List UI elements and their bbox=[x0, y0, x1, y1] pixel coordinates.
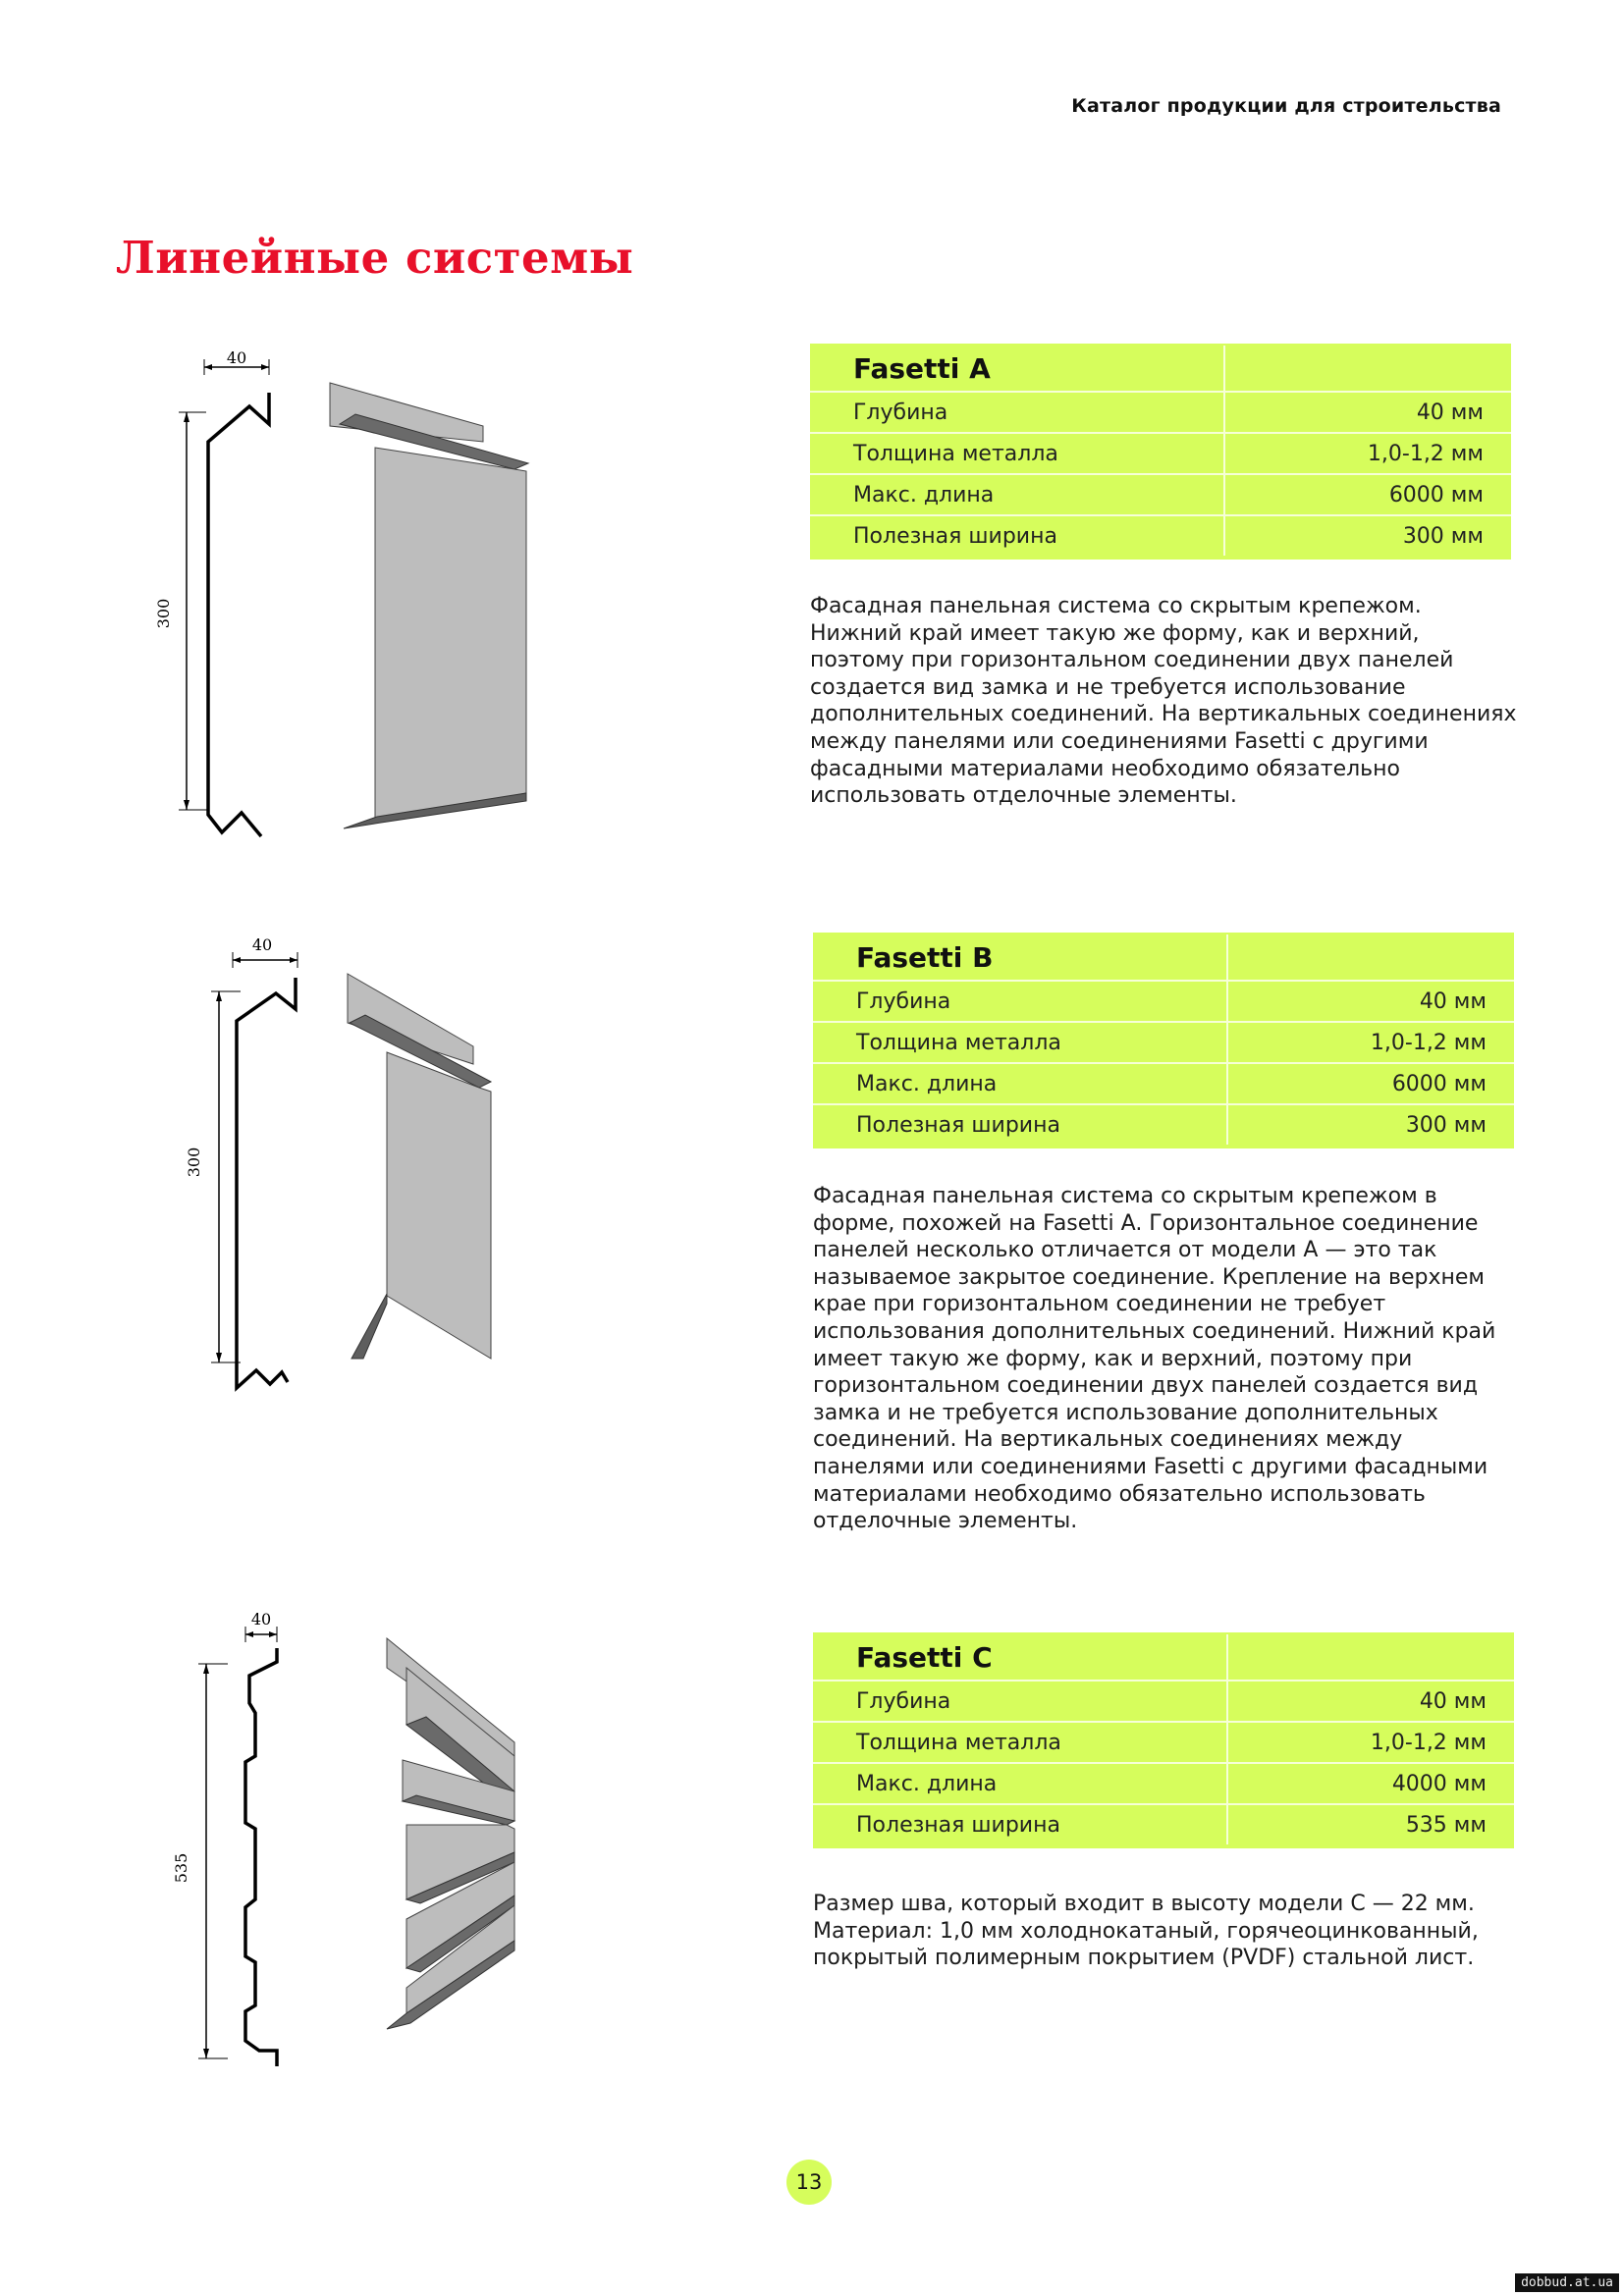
spec-value: 300 мм bbox=[1405, 1112, 1487, 1138]
spec-row bbox=[813, 982, 1514, 1023]
spec-value: 300 мм bbox=[1402, 523, 1484, 549]
watermark: dobbud.at.ua bbox=[1515, 2273, 1619, 2292]
fasetti-a-spec-table bbox=[810, 344, 1511, 560]
spec-row bbox=[813, 1023, 1514, 1064]
spec-value: 40 мм bbox=[1416, 400, 1484, 425]
spec-row bbox=[810, 516, 1511, 556]
spec-row bbox=[810, 393, 1511, 434]
spec-label: Глубина bbox=[810, 393, 1225, 432]
fasetti-b-profile-drawing bbox=[182, 931, 309, 1406]
spec-label: Макс. длина bbox=[813, 1764, 1228, 1803]
spec-row bbox=[813, 1682, 1514, 1723]
fasetti-c-dim-top: 40 bbox=[250, 1610, 272, 1629]
spec-label: Глубина bbox=[813, 1682, 1228, 1721]
spec-row bbox=[813, 1105, 1514, 1145]
spec-header-row bbox=[813, 1634, 1514, 1682]
spec-label: Полезная ширина bbox=[813, 1105, 1228, 1145]
spec-label: Глубина bbox=[813, 982, 1228, 1021]
spec-header-row bbox=[810, 346, 1511, 393]
fasetti-c-profile-drawing bbox=[167, 1605, 295, 2080]
spec-label: Полезная ширина bbox=[810, 516, 1225, 556]
spec-label: Толщина металла bbox=[813, 1023, 1228, 1062]
fasetti-a-name: Fasetti A bbox=[810, 346, 1225, 391]
spec-row bbox=[813, 1064, 1514, 1105]
spec-label: Толщина металла bbox=[813, 1723, 1228, 1762]
spec-label: Толщина металла bbox=[810, 434, 1225, 473]
fasetti-b-dim-top: 40 bbox=[251, 935, 273, 954]
fasetti-b-description: Фасадная панельная система со скрытым крепежом в форме, похожей на Fasetti A. Горизонтальное соединение панелей несколько отличается от модели А — это так называемое закрытое соединение. Крепление на верхнем крае при горизонтальном соединении не требует использования дополнительных соединений. Нижний край имеет такую же форму, как и верхний, поэтому при горизонтальном соединении двух панелей создается вид замка и не требуется использование дополнительных соединений. На вертикальных соединениях между панелями или соединениями Fasetti с другими фасадными материалами необходимо обязательно использовать отделочные элементы. bbox=[813, 1184, 1496, 1534]
fasetti-b-dim-height: 300 bbox=[185, 1147, 203, 1178]
spec-row bbox=[813, 1764, 1514, 1805]
fasetti-c-description: Размер шва, который входит в высоту модели С — 22 мм. Материал: 1,0 мм холоднокатаный, горячеоцинкованный, покрытый полимерным покрытием (PVDF) стальной лист. bbox=[813, 1892, 1479, 1971]
fasetti-a-profile-drawing bbox=[147, 344, 275, 848]
spec-value: 6000 мм bbox=[1391, 1071, 1487, 1096]
fasetti-b-spec-table bbox=[813, 933, 1514, 1148]
spec-header-row bbox=[813, 934, 1514, 982]
fasetti-a-dim-height: 300 bbox=[154, 598, 173, 629]
page-title: Линейные системы bbox=[116, 232, 634, 284]
spec-value: 1,0-1,2 мм bbox=[1370, 1730, 1487, 1755]
catalog-header: Каталог продукции для строительства bbox=[1071, 95, 1501, 117]
fasetti-a-description: Фасадная панельная система со скрытым крепежом. Нижний край имеет такую же форму, как и верхний, поэтому при горизонтальном соединении двух панелей создается вид замка и не требуется использование дополнительных соединений. На вертикальных соединениях между панелями или соединениями Fasetti с другими фасадными материалами необходимо обязательно использовать отделочные элементы. bbox=[810, 594, 1517, 809]
spec-row bbox=[810, 475, 1511, 516]
fasetti-c-spec-table bbox=[813, 1632, 1514, 1848]
spec-value: 6000 мм bbox=[1388, 482, 1484, 507]
fasetti-a-panel-drawing bbox=[322, 379, 538, 834]
fasetti-c-panel-drawing bbox=[381, 1634, 528, 2090]
spec-label: Полезная ширина bbox=[813, 1805, 1228, 1844]
spec-value: 1,0-1,2 мм bbox=[1367, 441, 1484, 466]
page-number: 13 bbox=[786, 2160, 832, 2205]
spec-value: 40 мм bbox=[1419, 1688, 1487, 1714]
fasetti-b-panel-drawing bbox=[342, 970, 499, 1376]
fasetti-b-name: Fasetti B bbox=[813, 934, 1228, 980]
spec-value: 1,0-1,2 мм bbox=[1370, 1030, 1487, 1055]
fasetti-c-dim-height: 535 bbox=[172, 1852, 190, 1884]
fasetti-c-name: Fasetti C bbox=[813, 1634, 1228, 1680]
spec-row bbox=[813, 1723, 1514, 1764]
spec-label: Макс. длина bbox=[810, 475, 1225, 514]
spec-value: 40 мм bbox=[1419, 988, 1487, 1014]
spec-value: 535 мм bbox=[1405, 1812, 1487, 1838]
spec-row bbox=[810, 434, 1511, 475]
fasetti-a-dim-top: 40 bbox=[226, 348, 247, 367]
spec-value: 4000 мм bbox=[1391, 1771, 1487, 1796]
spec-label: Макс. длина bbox=[813, 1064, 1228, 1103]
spec-row bbox=[813, 1805, 1514, 1844]
